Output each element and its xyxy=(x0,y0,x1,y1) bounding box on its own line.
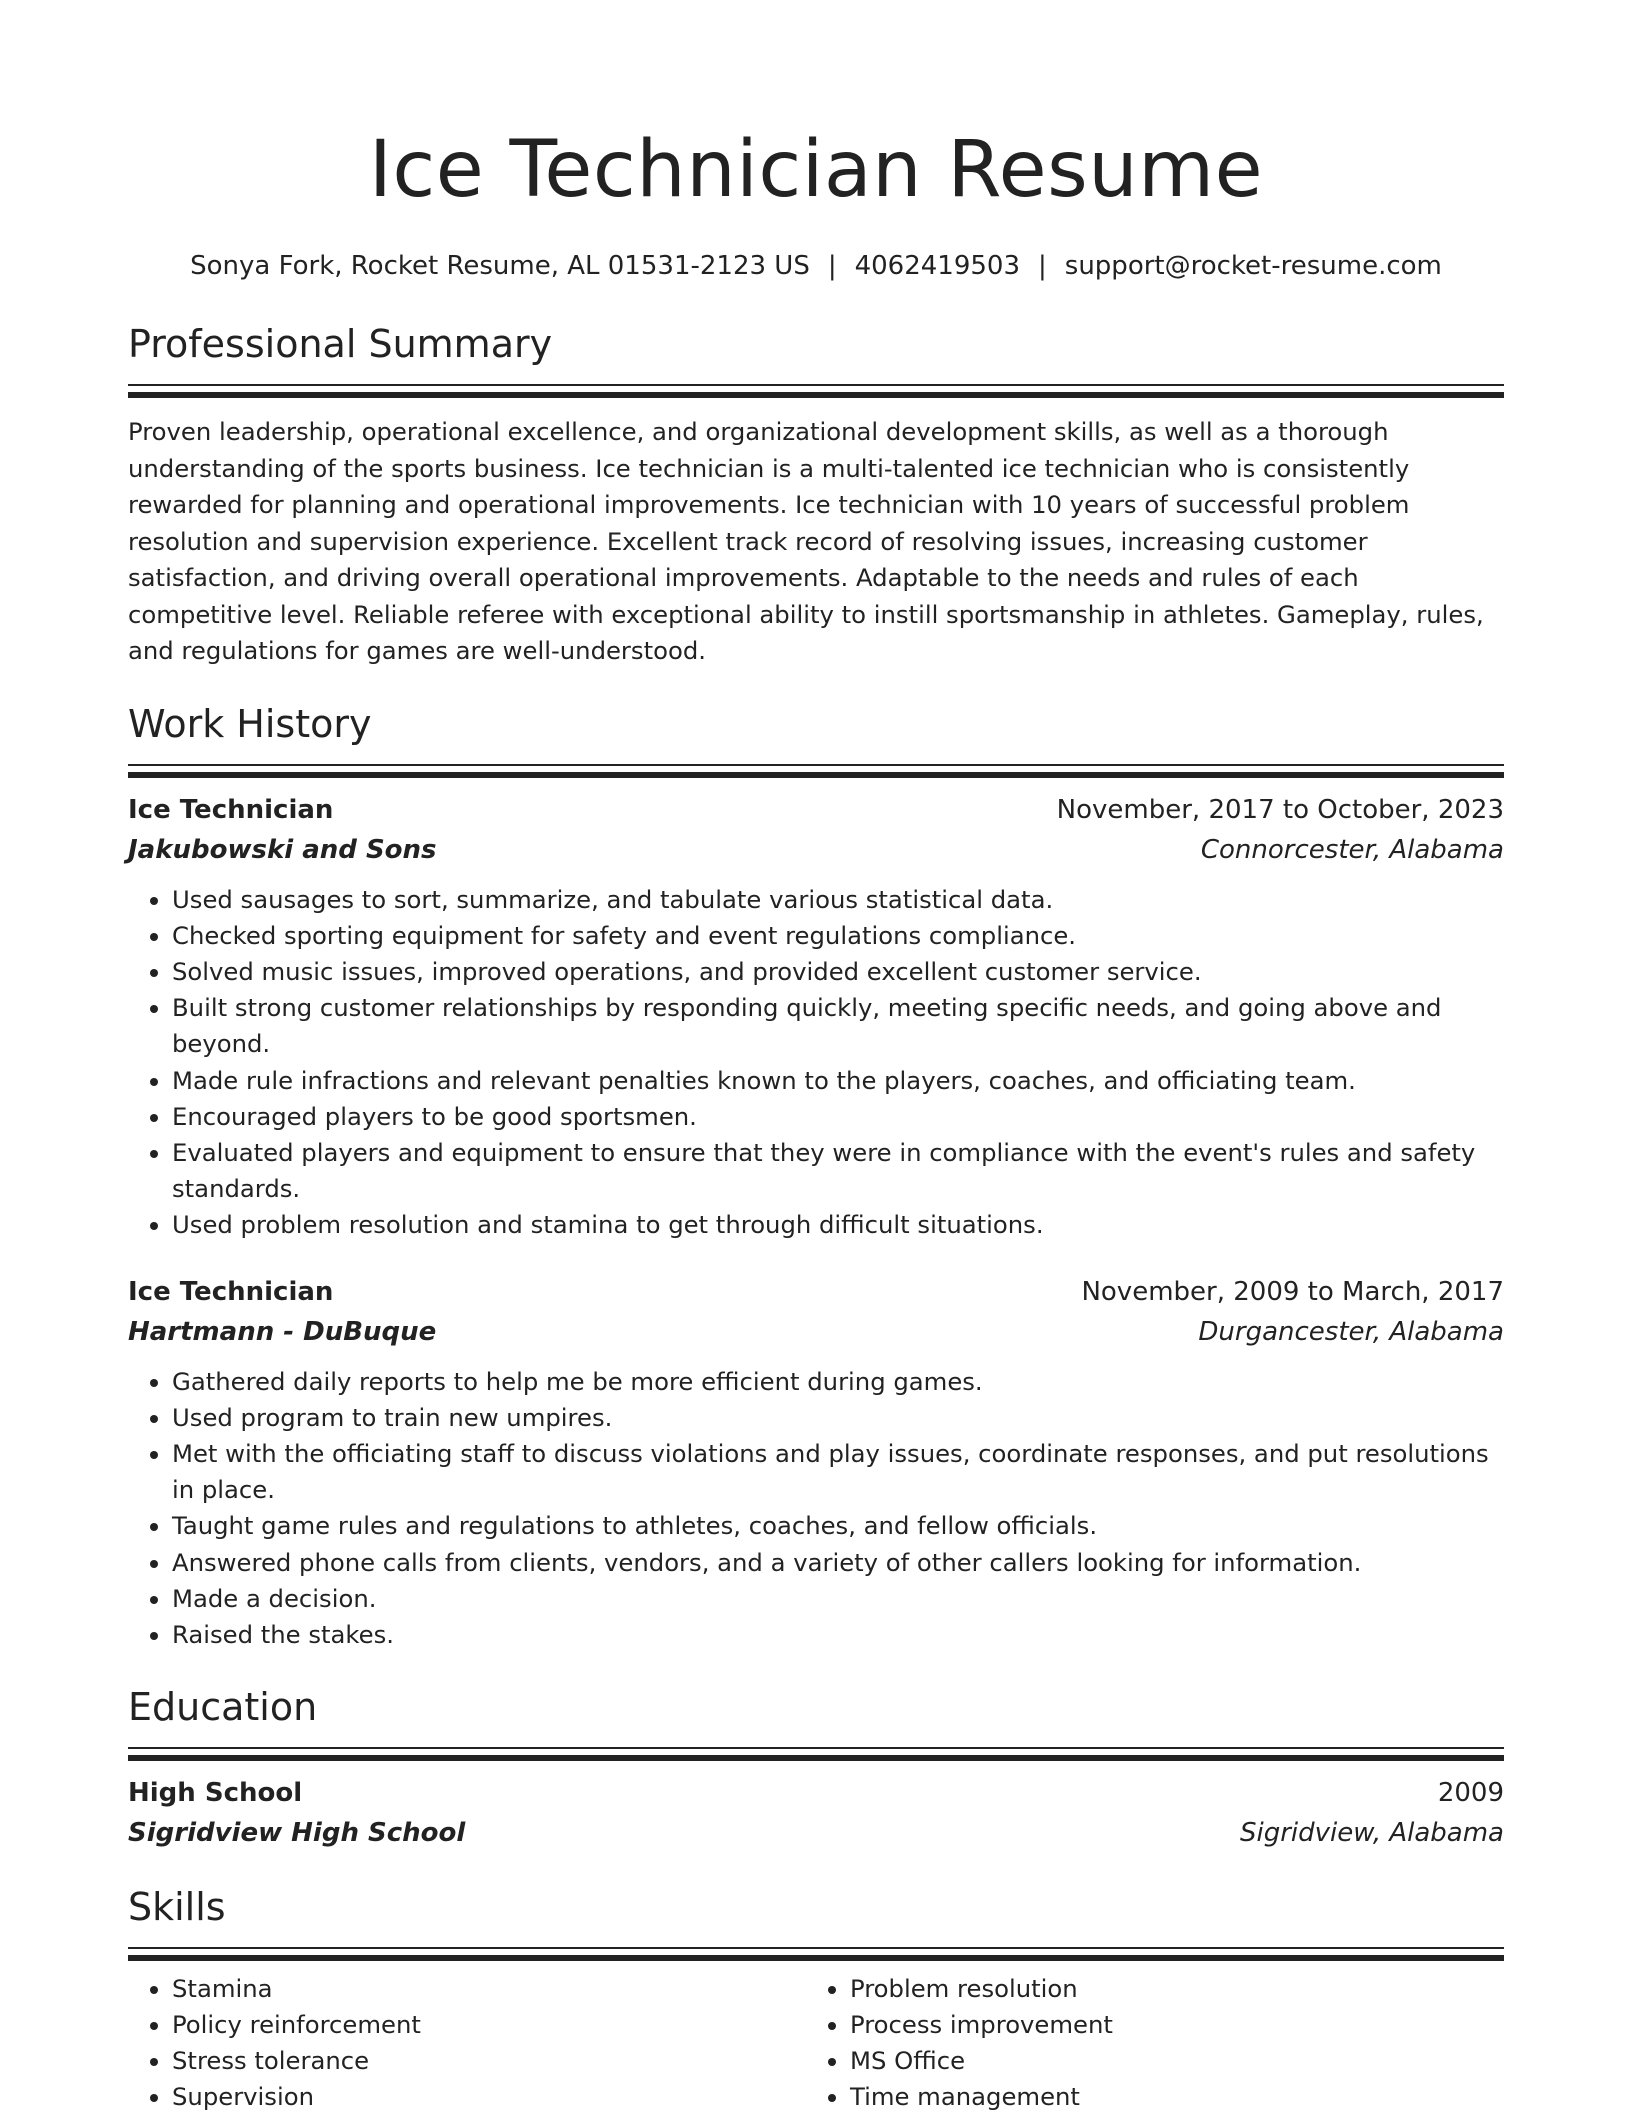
list-item: • Made a decision. xyxy=(172,1581,1504,1617)
list-item: • Answered phone calls from clients, vendors, and a variety of other callers looking for information. xyxy=(172,1545,1504,1581)
job-entry xyxy=(128,1272,1504,1654)
contact-phone[interactable]: 4062419503 xyxy=(854,251,1021,281)
job-bullet-list xyxy=(128,882,1504,1244)
education-section xyxy=(128,1681,1504,1853)
list-item: • Made rule infractions and relevant penalties known to the players, coaches, and officiating team. xyxy=(172,1063,1504,1099)
skills-section xyxy=(128,1881,1504,2115)
contact-email[interactable]: support@rocket-resume.com xyxy=(1064,251,1442,281)
education-school: Sigridview High School xyxy=(128,1818,466,1849)
job-location: Durgancester, Alabama xyxy=(1198,1316,1504,1347)
skills-list-left xyxy=(128,1971,806,2115)
section-divider xyxy=(128,1747,1504,1753)
list-item: • Supervision xyxy=(172,2079,806,2115)
contact-line xyxy=(128,248,1504,284)
resume-page xyxy=(128,0,1504,2115)
work-history-section xyxy=(128,698,1504,1654)
job-company: Hartmann - DuBuque xyxy=(128,1316,437,1347)
section-divider xyxy=(128,764,1504,770)
job-dates: November, 2017 to October, 2023 xyxy=(1056,794,1504,825)
list-item: • Time management xyxy=(850,2079,1484,2115)
section-heading-summary: Professional Summary xyxy=(128,322,553,366)
contact-separator: | xyxy=(1038,251,1047,281)
list-item: • Taught game rules and regulations to athletes, coaches, and fellow officials. xyxy=(172,1508,1504,1544)
list-item: • Problem resolution xyxy=(850,1971,1484,2007)
list-item: • Used program to train new umpires. xyxy=(172,1400,1504,1436)
list-item: • Stress tolerance xyxy=(172,2043,806,2079)
education-year: 2009 xyxy=(1437,1778,1504,1809)
section-heading-skills: Skills xyxy=(128,1885,226,1930)
list-item: • Encouraged players to be good sportsmen. xyxy=(172,1099,1504,1135)
summary-section xyxy=(128,318,1504,670)
section-heading-education: Education xyxy=(128,1685,318,1730)
list-item: • Process improvement xyxy=(850,2007,1484,2043)
section-divider xyxy=(128,384,1504,390)
job-entry xyxy=(128,790,1504,1244)
skills-list-right xyxy=(806,1971,1484,2115)
list-item: • Built strong customer relationships by responding quickly, meeting specific needs, and going above and beyond. xyxy=(172,990,1504,1062)
education-entry xyxy=(128,1773,1504,1853)
list-item: • Policy reinforcement xyxy=(172,2007,806,2043)
list-item: • Solved music issues, improved operations, and provided excellent customer service. xyxy=(172,954,1504,990)
list-item: • Evaluated players and equipment to ensure that they were in compliance with the event's rules and safety standards. xyxy=(172,1135,1504,1207)
resume-title: Ice Technician Resume xyxy=(368,125,1264,215)
section-divider xyxy=(128,1947,1504,1953)
job-company: Jakubowski and Sons xyxy=(128,834,437,865)
list-item: • Used sausages to sort, summarize, and tabulate various statistical data. xyxy=(172,882,1504,918)
job-bullet-list xyxy=(128,1364,1504,1654)
job-dates: November, 2009 to March, 2017 xyxy=(1081,1276,1504,1307)
contact-separator: | xyxy=(827,251,837,281)
section-heading-work-history: Work History xyxy=(128,701,372,746)
list-item: • Gathered daily reports to help me be more efficient during games. xyxy=(172,1364,1504,1400)
job-title: Ice Technician xyxy=(128,794,334,825)
contact-address: Sonya Fork, Rocket Resume, AL 01531-2123 US xyxy=(190,251,810,281)
list-item: • MS Office xyxy=(850,2043,1484,2079)
job-title: Ice Technician xyxy=(128,1276,334,1307)
list-item: • Raised the stakes. xyxy=(172,1617,1504,1653)
summary-text: Proven leadership, operational excellence, and organizational development skills, as well as a thorough understanding of the sports business. Ice technician is a multi-talented ice technician who is consistently rewarded for planning and operational improvements. Ice technician with 10 years of successful problem resolution and supervision experience. Excellent track record of resolving issues, increasing customer satisfaction, and driving overall operational improvements. Adaptable to the needs and rules of each competitive level. Reliable referee with exceptional ability to instill sportsmanship in athletes. Gameplay, rules, and regulations for games are well-understood. xyxy=(128,417,1484,665)
list-item: • Used problem resolution and stamina to get through difficult situations. xyxy=(172,1207,1504,1243)
education-degree: High School xyxy=(128,1778,303,1809)
list-item: • Met with the officiating staff to discuss violations and play issues, coordinate responses, and put resolutions in place. xyxy=(172,1436,1504,1508)
education-location: Sigridview, Alabama xyxy=(1239,1818,1504,1849)
skills-columns xyxy=(128,1971,1504,2115)
list-item: • Stamina xyxy=(172,1971,806,2007)
job-location: Connorcester, Alabama xyxy=(1200,834,1504,865)
list-item: • Checked sporting equipment for safety and event regulations compliance. xyxy=(172,918,1504,954)
